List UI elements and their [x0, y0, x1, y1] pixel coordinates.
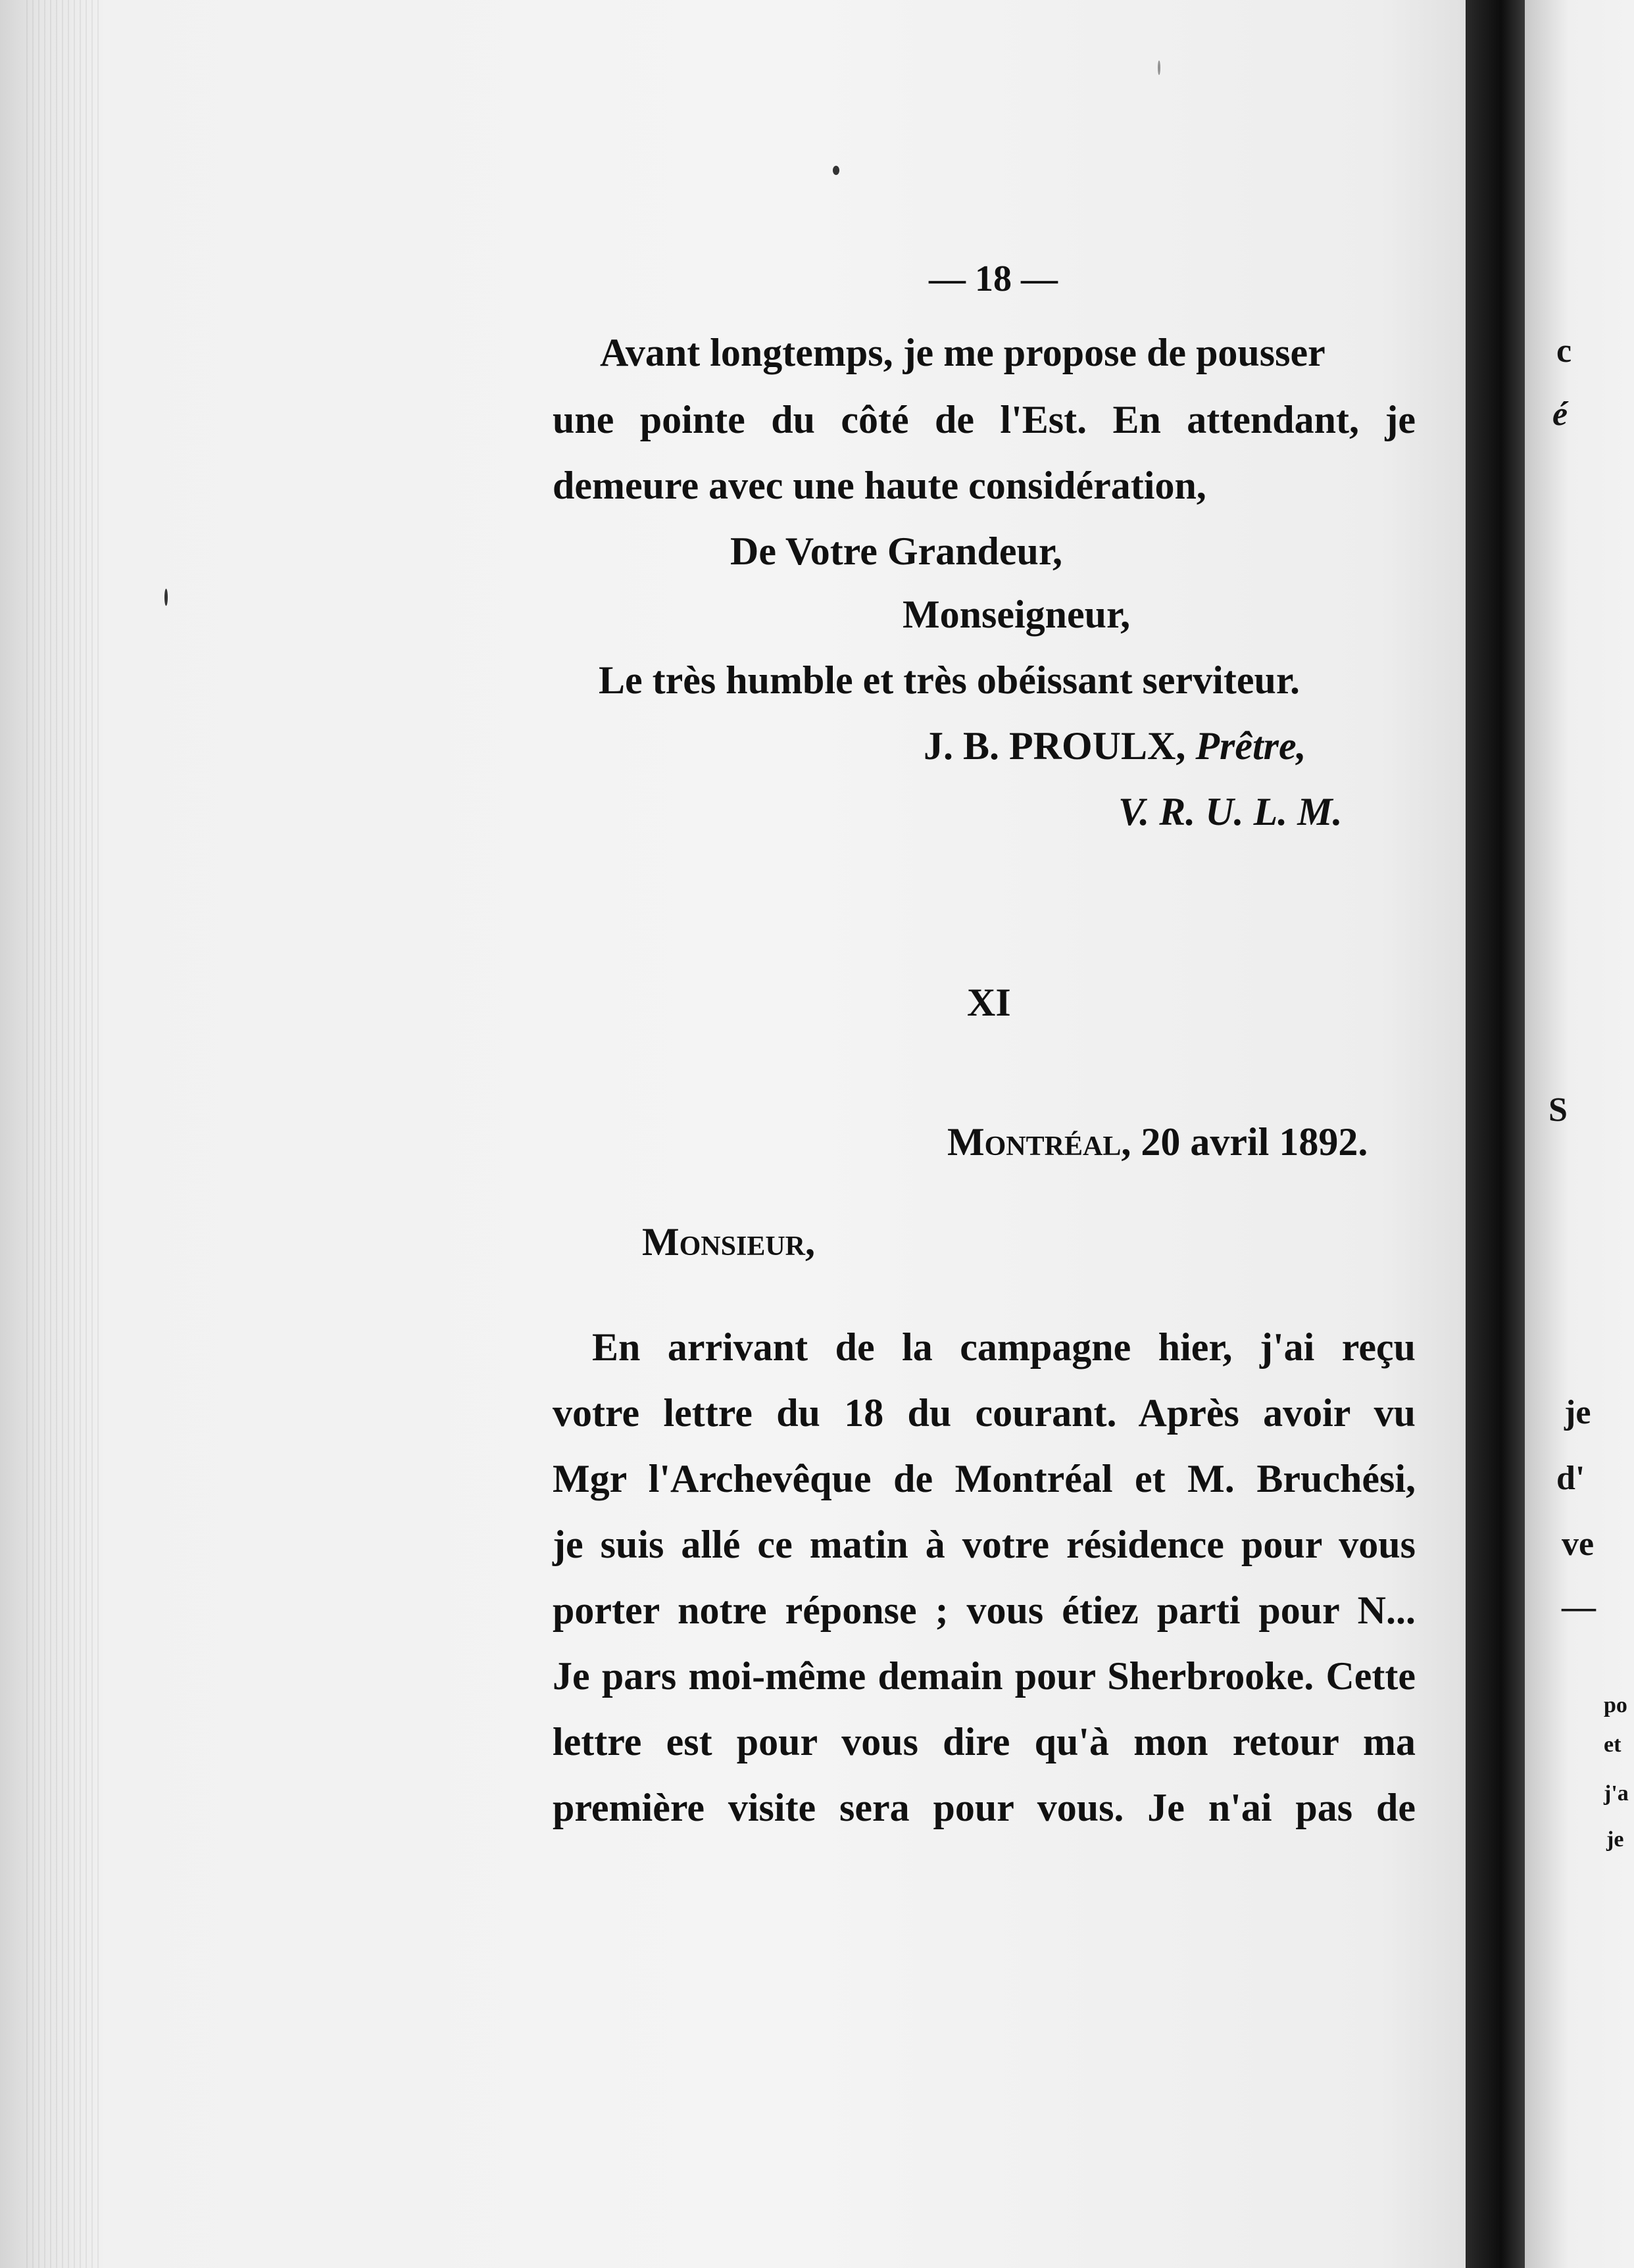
adjacent-fragment: j'a [1604, 1781, 1629, 1806]
text-line: je suis allé ce matin à votre résidence pour vous [553, 1523, 1416, 1566]
adjacent-fragment: po [1604, 1693, 1627, 1717]
adjacent-page [1525, 0, 1634, 2268]
adjacent-fragment: je [1564, 1394, 1591, 1431]
text-line: une pointe du côté de l'Est. En attendant, je [553, 398, 1416, 441]
salutation-line: De Votre Grandeur, [730, 530, 1063, 573]
text-line: porter notre réponse ; vous étiez parti pour N... [553, 1589, 1416, 1632]
adjacent-fragment: ve [1562, 1525, 1595, 1563]
adjacent-fragment: je [1606, 1827, 1624, 1852]
text-line: votre lettre du 18 du courant. Après avoir vu [553, 1391, 1416, 1435]
text-line: lettre est pour vous dire qu'à mon retour ma [553, 1720, 1416, 1763]
adjacent-fragment: c [1556, 332, 1572, 370]
adjacent-fragment: et [1604, 1733, 1622, 1757]
text-line: première visite sera pour vous. Je n'ai pas de [553, 1786, 1416, 1829]
adjacent-fragment: — [1562, 1589, 1596, 1626]
salutation-line: Monseigneur, [903, 593, 1131, 636]
adjacent-fragment: d' [1556, 1460, 1585, 1497]
adjacent-fragment: é [1552, 395, 1568, 433]
text-line: Mgr l'Archevêque de Montréal et M. Bruchési, [553, 1457, 1416, 1500]
text-line: En arrivant de la campagne hier, j'ai reçu [592, 1325, 1416, 1369]
page-number: — 18 — [929, 259, 1058, 299]
book-binding [1466, 0, 1525, 2268]
page-edges [26, 0, 99, 2268]
letter-place: Montréal, [947, 1120, 1131, 1164]
scan-speck [833, 166, 839, 175]
signature-initials: V. R. U. L. M. [1118, 790, 1343, 833]
signature-line [924, 726, 1306, 766]
text-line: demeure avec une haute considération, [553, 464, 1206, 507]
scan-speck [1158, 61, 1160, 75]
section-heading: XI [967, 981, 1011, 1024]
closing-line: Le très humble et très obéissant serviteur. [599, 658, 1300, 702]
text-line: Je pars moi-même demain pour Sherbrooke. Cette [553, 1654, 1416, 1698]
adjacent-fragment: S [1548, 1091, 1568, 1129]
text-line: Avant longtemps, je me propose de pousser [600, 331, 1325, 374]
scan-speck [164, 589, 168, 606]
letter-date: 20 avril 1892. [1141, 1120, 1368, 1164]
signature-title: Prêtre, [1195, 724, 1306, 768]
signature-name: J. B. PROULX, [924, 724, 1186, 768]
letter-dateline [947, 1122, 1368, 1162]
letter-salutation: Monsieur, [642, 1220, 816, 1264]
